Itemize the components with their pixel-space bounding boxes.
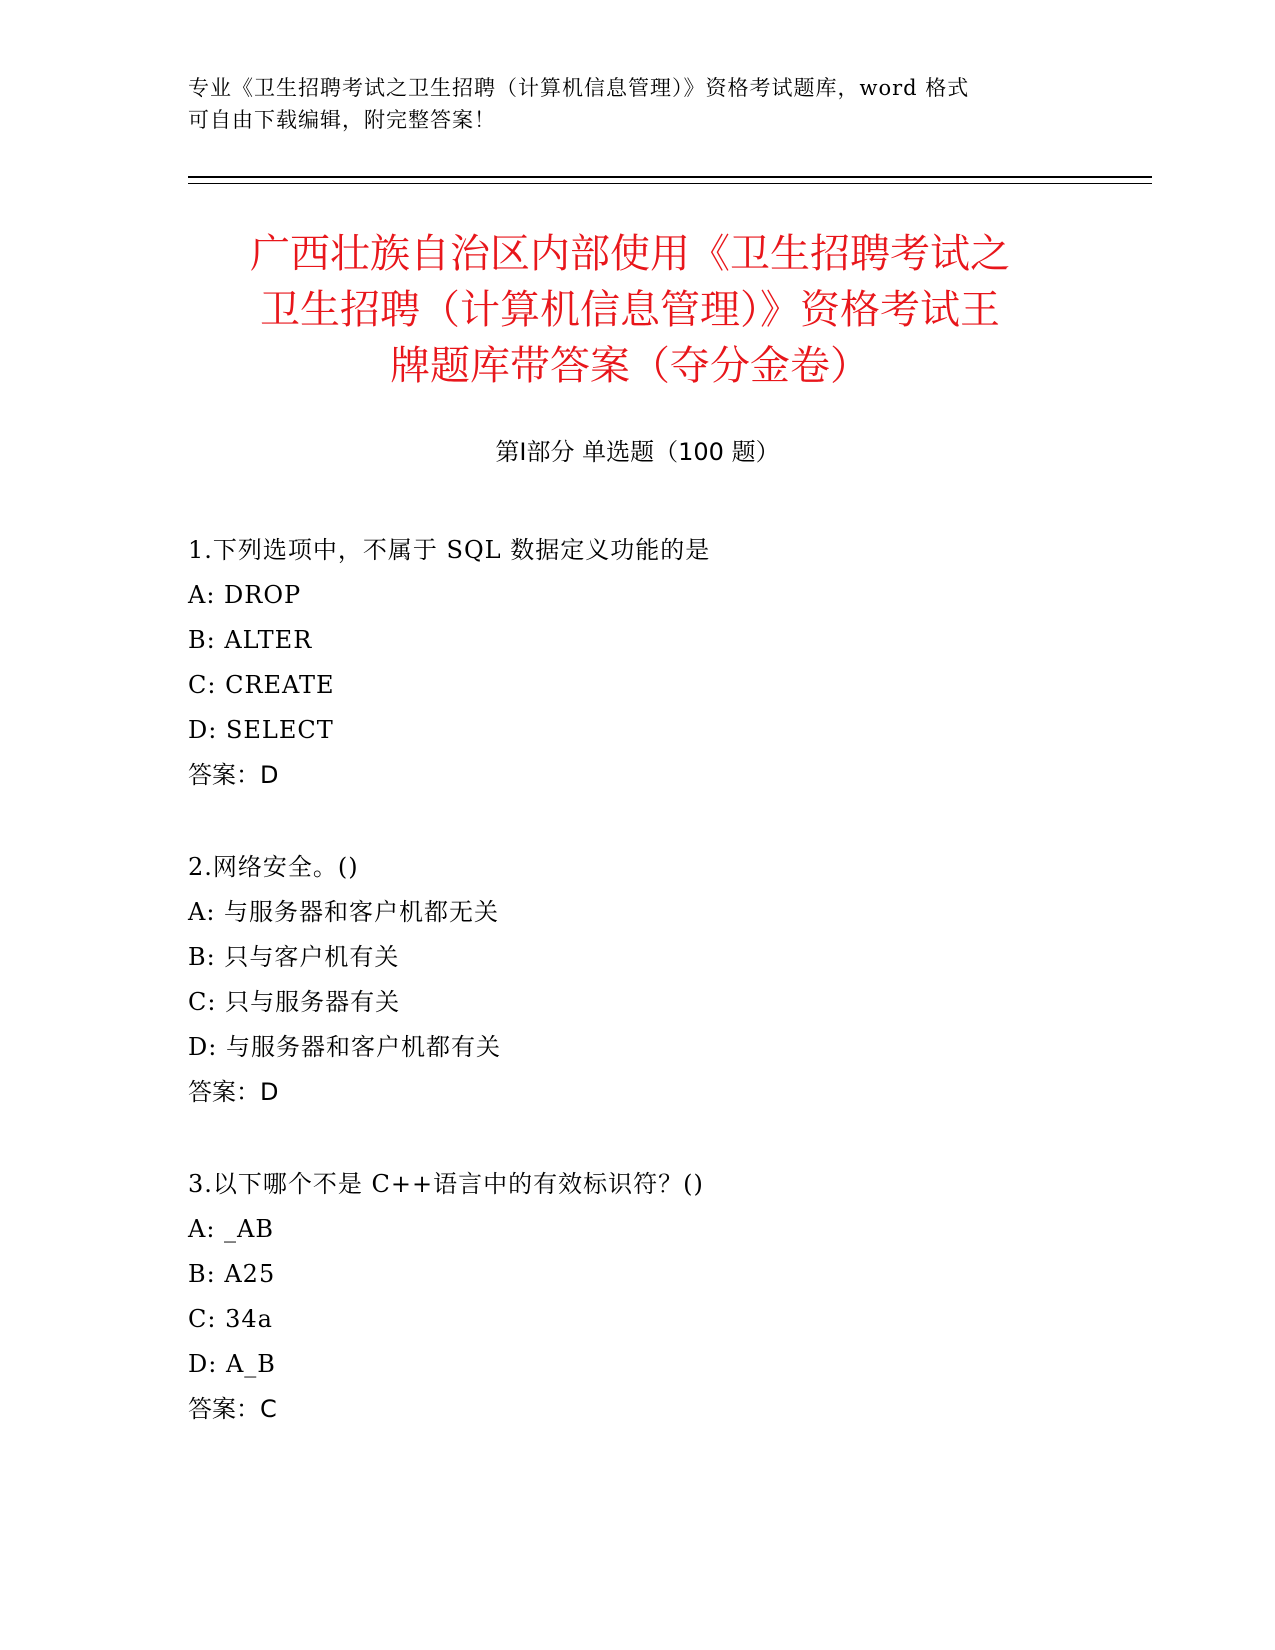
header-rule-thick [188, 176, 1152, 178]
question-2 [188, 845, 1148, 1115]
document-title-line-2: 卫生招聘（计算机信息管理）》资格考试王 [260, 287, 1000, 333]
option-c: C: 34a [188, 1305, 273, 1333]
option-d: D: SELECT [188, 716, 334, 744]
document-title [180, 226, 1080, 394]
question-stem: 2.网络安全。() [188, 853, 359, 881]
option-c: C: 只与服务器有关 [188, 988, 401, 1016]
option-d: D: 与服务器和客户机都有关 [188, 1033, 501, 1061]
option-a: A: _AB [188, 1215, 275, 1243]
option-a: A: 与服务器和客户机都无关 [188, 898, 500, 926]
answer: 答案：C [188, 1395, 277, 1423]
option-b: B: A25 [188, 1260, 276, 1288]
question-1 [188, 528, 1148, 798]
option-b: B: ALTER [188, 626, 313, 654]
question-stem: 1.下列选项中，不属于 SQL 数据定义功能的是 [188, 536, 711, 564]
answer: 答案：D [188, 1078, 279, 1106]
question-list [188, 528, 1148, 1479]
section-title: 第Ⅰ部分 单选题（100 题） [495, 438, 780, 466]
document-title-line-1: 广西壮族自治区内部使用《卫生招聘考试之 [250, 231, 1010, 277]
header-rule-thin [188, 183, 1152, 184]
question-stem: 3.以下哪个不是 C++语言中的有效标识符？() [188, 1170, 704, 1198]
option-d: D: A_B [188, 1350, 276, 1378]
header-note-line-1: 专业《卫生招聘考试之卫生招聘（计算机信息管理）》资格考试题库，word 格式 [188, 76, 970, 100]
option-a: A: DROP [188, 581, 302, 609]
document-title-line-3: 牌题库带答案（夺分金卷） [390, 343, 870, 389]
header-note-line-2: 可自由下载编辑，附完整答案！ [188, 108, 496, 132]
question-3 [188, 1162, 1148, 1432]
header-note [188, 72, 1068, 136]
option-c: C: CREATE [188, 671, 335, 699]
option-b: B: 只与客户机有关 [188, 943, 400, 971]
answer: 答案：D [188, 761, 279, 789]
